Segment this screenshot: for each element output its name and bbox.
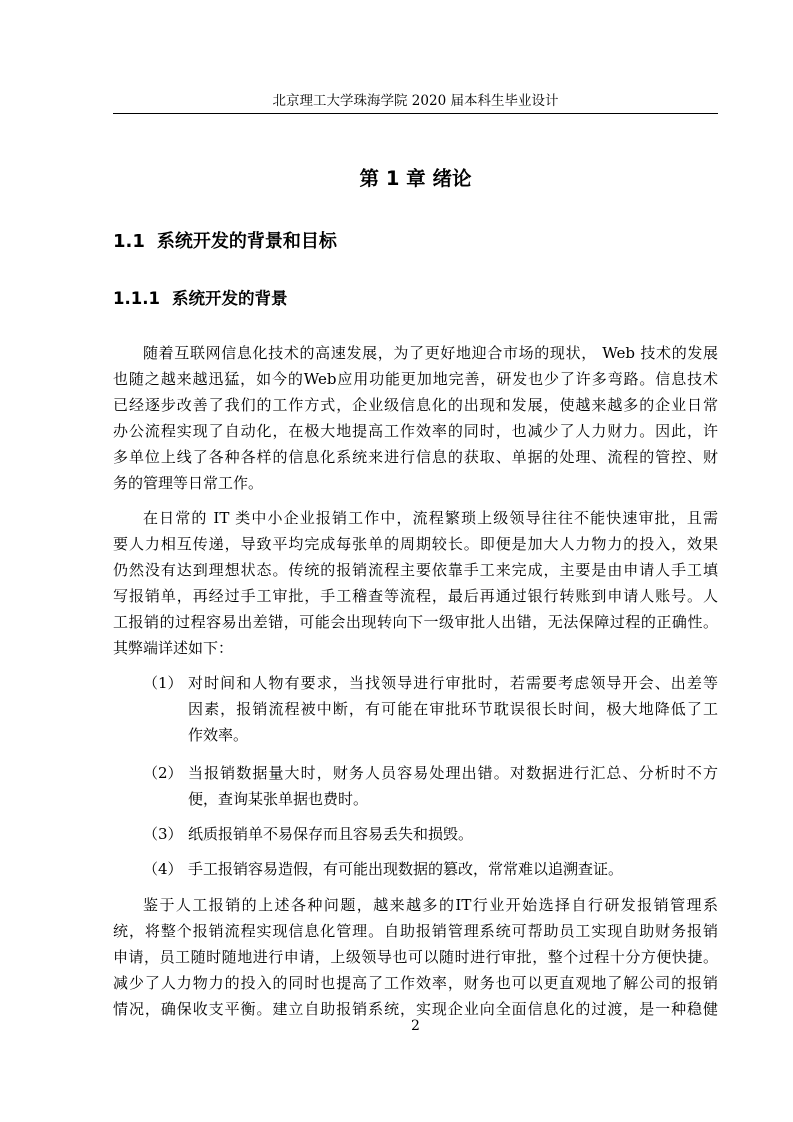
subsection-number: 1.1.1 xyxy=(113,289,160,308)
list-item-line: 作效率。 xyxy=(188,726,249,744)
chapter-title: 第 1 章 绪论 xyxy=(359,167,472,190)
paragraph-line: 办公流程实现了自动化，在极大地提高工作效率的同时，也减少了人力财力。因此，许 xyxy=(113,422,718,440)
section-heading xyxy=(113,229,337,255)
paragraph-line: 多单位上线了各种各样的信息化系统来进行信息的获取、单据的处理、流程的管控、财 xyxy=(113,448,718,466)
list-item-line: 对时间和人物有要求，当找领导进行审批时，若需要考虑领导开会、出差等 xyxy=(188,674,718,692)
paragraph-line: 统，将整个报销流程实现信息化管理。自助报销管理系统可帮助员工实现自助财务报销 xyxy=(113,922,718,940)
paragraph-line: 鉴于人工报销的上述各种问题，越来越多的IT行业开始选择自行研发报销管理系 xyxy=(143,896,718,914)
header-rule xyxy=(113,113,718,114)
paragraph-line: 随着互联网信息化技术的高速发展，为了更好地迎合市场的现状， Web 技术的发展 xyxy=(143,344,718,362)
paragraph-line: 申请，员工随时随地进行申请，上级领导也可以随时进行审批，整个过程十分方便快捷。 xyxy=(113,948,718,966)
subsection-title: 系统开发的背景 xyxy=(171,289,288,308)
paragraph-line: 其弊端详述如下： xyxy=(113,639,234,657)
list-item-line: 便，查询某张单据也费时。 xyxy=(188,790,369,808)
list-item-line: 当报销数据量大时，财务人员容易处理出错。对数据进行汇总、分析时不方 xyxy=(188,764,718,782)
paragraph-line: 仍然没有达到理想状态。传统的报销流程主要依靠手工来完成，主要是由申请人手工填 xyxy=(113,561,718,579)
list-item-number: （1） xyxy=(143,674,183,692)
paragraph-line: 写报销单，再经过手工审批，手工稽查等流程，最后再通过银行转账到申请人账号。人 xyxy=(113,587,718,605)
paragraph-line: 情况，确保收支平衡。建立自助报销系统，实现企业向全面信息化的过渡，是一种稳健 xyxy=(113,1000,718,1018)
page-number: 2 xyxy=(411,1018,420,1034)
paragraph-line: 也随之越来越迅猛，如今的Web应用功能更加地完善，研发也少了许多弯路。信息技术 xyxy=(113,370,718,388)
running-header: 北京理工大学珠海学院 2020 届本科生毕业设计 xyxy=(272,93,559,109)
paragraph-line: 已经逐步改善了我们的工作方式，企业级信息化的出现和发展，使越来越多的企业日常 xyxy=(113,396,718,414)
subsection-heading xyxy=(113,287,287,311)
list-item-line: 因素，报销流程被中断，有可能在审批环节耽误很长时间，极大地降低了工 xyxy=(188,700,718,718)
paragraph-line: 减少了人力物力的投入的同时也提高了工作效率，财务也可以更直观地了解公司的报销 xyxy=(113,974,718,992)
list-item-number: （3） xyxy=(143,825,183,843)
paragraph-line: 工报销的过程容易出差错，可能会出现转向下一级审批人出错，无法保障过程的正确性。 xyxy=(113,613,718,631)
paragraph-line: 在日常的 IT 类中小企业报销工作中，流程繁琐上级领导往往不能快速审批，且需 xyxy=(143,509,718,527)
section-title: 系统开发的背景和目标 xyxy=(156,231,337,252)
list-item-line: 纸质报销单不易保存而且容易丢失和损毁。 xyxy=(188,825,474,843)
section-number: 1.1 xyxy=(113,231,145,252)
paragraph-line: 务的管理等日常工作。 xyxy=(113,474,264,492)
list-item-number: （4） xyxy=(143,860,183,878)
paragraph-line: 要人力相互传递，导致平均完成每张单的周期较长。即便是加大人力物力的投入，效果 xyxy=(113,535,718,553)
list-item-number: （2） xyxy=(143,764,183,782)
list-item-line: 手工报销容易造假，有可能出现数据的篡改，常常难以追溯查证。 xyxy=(188,860,624,878)
